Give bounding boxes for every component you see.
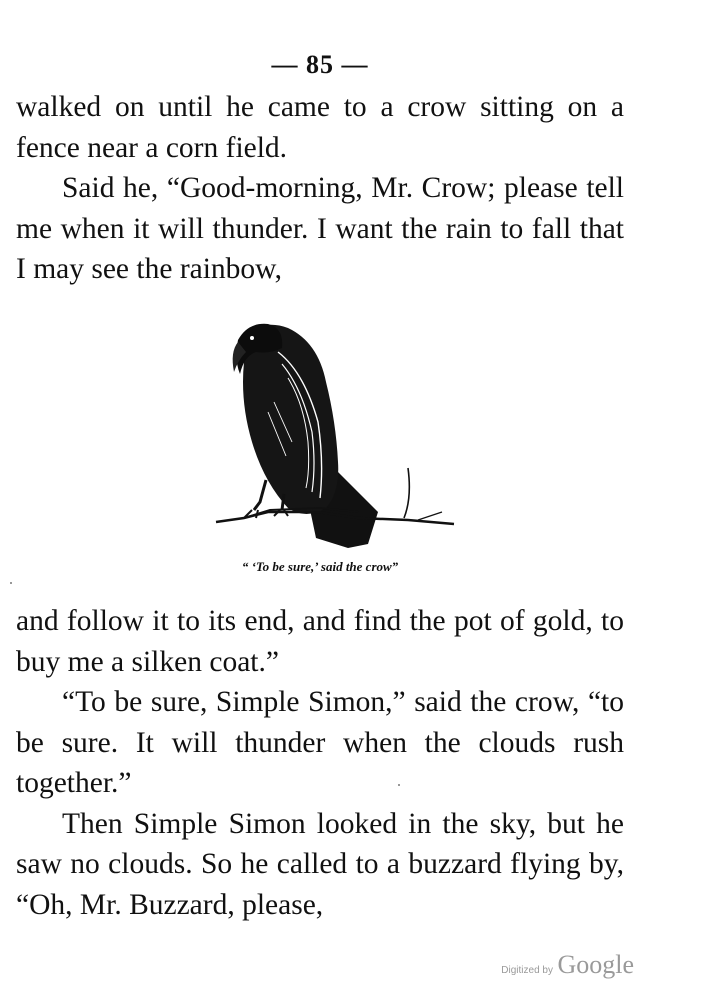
text-block-bottom <box>16 601 624 925</box>
paragraph: “To be sure, Simple Simon,” said the crow, “to be sure. It will thunder when the clouds rush together.” <box>16 686 624 799</box>
page-number: — 85 — <box>271 50 369 79</box>
print-speck <box>398 784 400 786</box>
illustration-caption: “ ‘To be sure,’ said the crow” <box>241 559 399 574</box>
print-speck <box>10 582 12 584</box>
paragraph-continuation: walked on until he came to a crow sitting on a fence near a corn field. <box>16 91 624 164</box>
paragraph: Said he, “Good-morning, Mr. Crow; please tell me when it will thunder. I want the rain to fall that I may see the rainbow, <box>16 172 624 285</box>
paragraph: Then Simple Simon looked in the sky, but he saw no clouds. So he called to a buzzard flying by, “Oh, Mr. Buzzard, please, <box>16 807 624 921</box>
google-watermark <box>501 950 634 980</box>
watermark-prefix: Digitized by <box>501 965 553 976</box>
watermark-brand: Google <box>557 950 634 979</box>
paragraph-continuation: and follow it to its end, and find the pot of gold, to buy me a silken coat.” <box>16 605 624 678</box>
crow-on-branch-illustration <box>208 312 458 557</box>
text-block-top <box>16 87 624 290</box>
